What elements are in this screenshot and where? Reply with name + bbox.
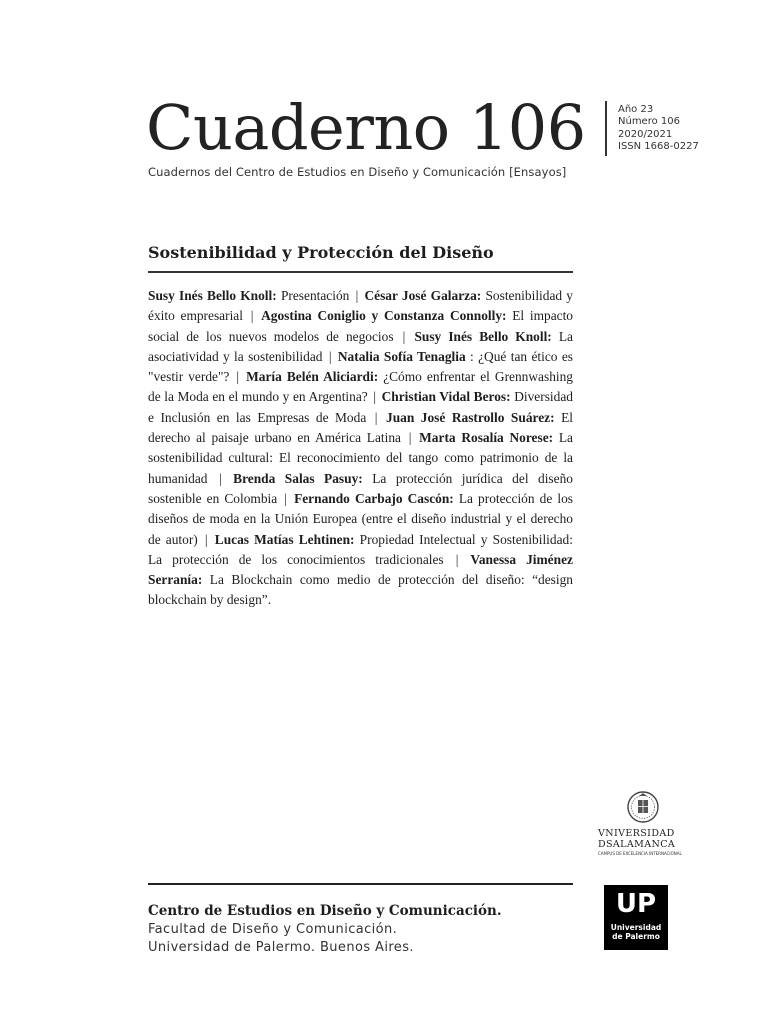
section-divider bbox=[148, 271, 573, 273]
toc-article-title: El derecho al paisaje urbano en América Latina bbox=[148, 409, 573, 446]
up-logo-line2: de Palermo bbox=[612, 932, 660, 941]
toc-author: Brenda Salas Pasuy: bbox=[233, 470, 363, 486]
toc-article-title: Diversidad e Inclusión en las Empresas de Moda bbox=[148, 389, 573, 425]
toc-article-title: ¿Cómo enfrentar el Grennwashing de la Moda en el mundo y en Argentina? bbox=[148, 369, 573, 405]
toc-article-title: La asociatividad y la sostenibilidad bbox=[148, 328, 573, 364]
masthead-subtitle: Cuadernos del Centro de Estudios en Diseño y Comunicación [Ensayos] bbox=[148, 165, 567, 179]
issue-info bbox=[618, 104, 699, 153]
toc-article-title: El impacto social de los nuevos modelos de negocios bbox=[148, 308, 573, 344]
toc-separator: | bbox=[355, 288, 359, 303]
toc-article-title: Presentación bbox=[280, 288, 350, 303]
table-of-contents bbox=[148, 286, 573, 611]
toc-author: César José Galarza: bbox=[364, 288, 482, 303]
toc-author: Natalia Sofía Tenaglia bbox=[337, 348, 466, 364]
toc-article-title: La protección jurídica del diseño sostenible en Colombia bbox=[148, 470, 573, 506]
footer-center-name: Centro de Estudios en Diseño y Comunicación. bbox=[148, 903, 502, 919]
section-title: Sostenibilidad y Protección del Diseño bbox=[148, 243, 494, 262]
toc-article-title: La Blockchain como medio de protección del diseño: “design blockchain by design”. bbox=[148, 572, 573, 608]
toc-author: Marta Rosalía Norese: bbox=[419, 430, 554, 446]
toc-author: Agostina Coniglio y Constanza Connolly: bbox=[261, 308, 507, 324]
toc-article-title: Sostenibilidad y éxito empresarial bbox=[148, 288, 573, 324]
toc-separator: | bbox=[250, 308, 254, 324]
toc-author: Lucas Matías Lehtinen: bbox=[214, 531, 355, 547]
footer-divider bbox=[148, 883, 573, 885]
toc-separator: | bbox=[373, 389, 377, 405]
issue-issn: ISSN 1668-0227 bbox=[618, 140, 699, 152]
toc-article-title: Propiedad Intelectual y Sostenibilidad: La protección de los conocimientos tradicionales bbox=[148, 531, 573, 567]
toc-article-title: : ¿Qué tan ético es "vestir verde"? bbox=[148, 348, 573, 385]
toc-separator: | bbox=[236, 369, 240, 385]
toc-separator: | bbox=[402, 328, 406, 344]
toc-author: Juan José Rastrollo Suárez: bbox=[386, 409, 555, 425]
issue-number: Número 106 bbox=[618, 116, 680, 128]
toc-article-title: La sostenibilidad cultural: El reconocimiento del tango como patrimonio de la humanidad bbox=[148, 430, 573, 486]
issue-year: Año 23 bbox=[618, 104, 654, 115]
footer-university: Universidad de Palermo. Buenos Aires. bbox=[148, 940, 414, 955]
toc-separator: | bbox=[204, 531, 208, 547]
toc-author: Susy Inés Bello Knoll: bbox=[148, 288, 277, 303]
toc-separator: | bbox=[218, 470, 222, 486]
toc-author: Christian Vidal Beros: bbox=[381, 389, 511, 405]
toc-article-title: La protección de los diseños de moda en la Unión Europea (entre el diseño industrial y el derecho de autor) bbox=[148, 490, 573, 547]
toc-author: Vanessa Jiménez Serranía: bbox=[148, 551, 573, 588]
salamanca-crest-icon bbox=[618, 790, 668, 826]
toc-separator: | bbox=[408, 430, 412, 446]
universidad-palermo-logo bbox=[604, 885, 668, 950]
salamanca-logo-tagline: CAMPUS DE EXCELENCIA INTERNACIONAL bbox=[598, 851, 682, 856]
toc-separator: | bbox=[374, 409, 378, 425]
up-logo-line1: Universidad bbox=[610, 923, 662, 932]
toc-author: Susy Inés Bello Knoll: bbox=[414, 328, 552, 344]
up-logo-letters: UP bbox=[615, 889, 657, 919]
issue-period: 2020/2021 bbox=[618, 128, 673, 140]
toc-separator: | bbox=[455, 551, 459, 567]
toc-separator: | bbox=[328, 348, 332, 364]
salamanca-logo-line2: DSALAMANCA bbox=[598, 839, 676, 850]
issue-divider bbox=[605, 101, 607, 156]
universidad-salamanca-logo bbox=[598, 790, 688, 862]
footer-faculty: Facultad de Diseño y Comunicación. bbox=[148, 922, 398, 937]
toc-separator: | bbox=[284, 490, 287, 506]
masthead-title: Cuaderno 106 bbox=[146, 91, 586, 164]
toc-author: María Belén Aliciardi: bbox=[246, 369, 379, 385]
toc-author: Fernando Carbajo Cascón: bbox=[294, 490, 454, 506]
salamanca-logo-line1: VNIVERSIDAD bbox=[598, 828, 675, 839]
